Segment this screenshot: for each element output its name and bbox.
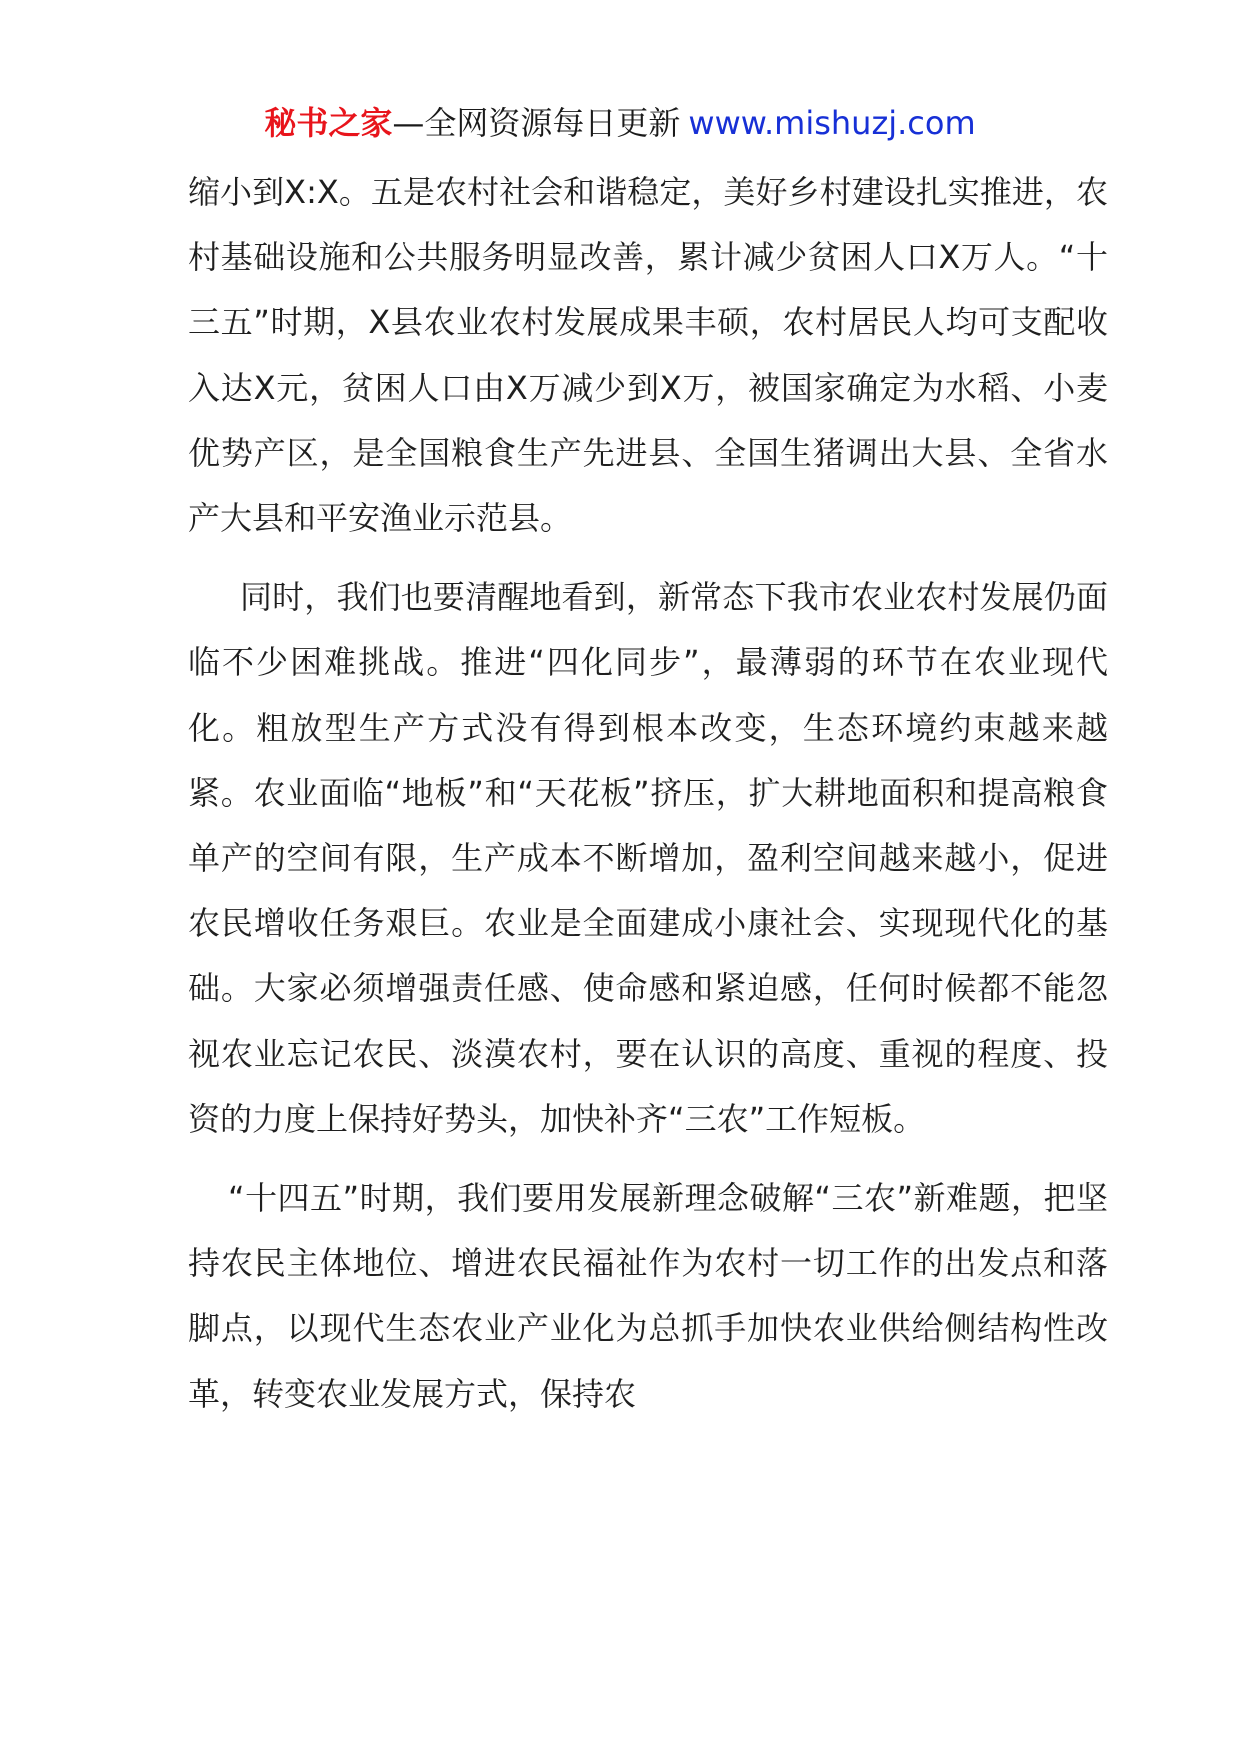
header-tagline: —全网资源每日更新 xyxy=(392,104,681,142)
document-body xyxy=(188,160,1108,1427)
paragraph-challenges: 同时，我们也要清醒地看到，新常态下我市农业农村发展仍面临不少困难挑战。推进“四化同步”，最薄弱的环节在农业现代化。粗放型生产方式没有得到根本改变，生态环境约束越来越紧。农业面临“地板”和“天花板”挤压，扩大耕地面积和提高粮食单产的空间有限，生产成本不断增加，盈利空间越来越小，促进农民增收任务艰巨。农业是全面建成小康社会、实现现代化的基础。大家必须增强责任感、使命感和紧迫感，任何时候都不能忽视农业忘记农民、淡漠农村，要在认识的高度、重视的程度、投资的力度上保持好势头，加快补齐“三农”工作短板。 xyxy=(188,578,1108,1138)
paragraph-fourteenth-five-year: “十四五”时期，我们要用发展新理念破解“三农”新难题，把坚持农民主体地位、增进农民福祉作为农村一切工作的出发点和落脚点，以现代生态农业产业化为总抓手加快农业供给侧结构性改革，转变农业发展方式，保持农 xyxy=(188,1179,1108,1413)
site-url-link[interactable]: www.mishuzj.com xyxy=(688,104,976,142)
brand-name: 秘书之家 xyxy=(264,104,393,142)
site-header xyxy=(0,100,1240,146)
paragraph-continuation: 缩小到X:X。五是农村社会和谐稳定，美好乡村建设扎实推进，农村基础设施和公共服务明显改善，累计减少贫困人口X万人。“十三五”时期，X县农业农村发展成果丰硕，农村居民人均可支配收入达X元，贫困人口由X万减少到X万，被国家确定为水稻、小麦优势产区，是全国粮食生产先进县、全国生猪调出大县、全省水产大县和平安渔业示范县。 xyxy=(188,173,1108,538)
